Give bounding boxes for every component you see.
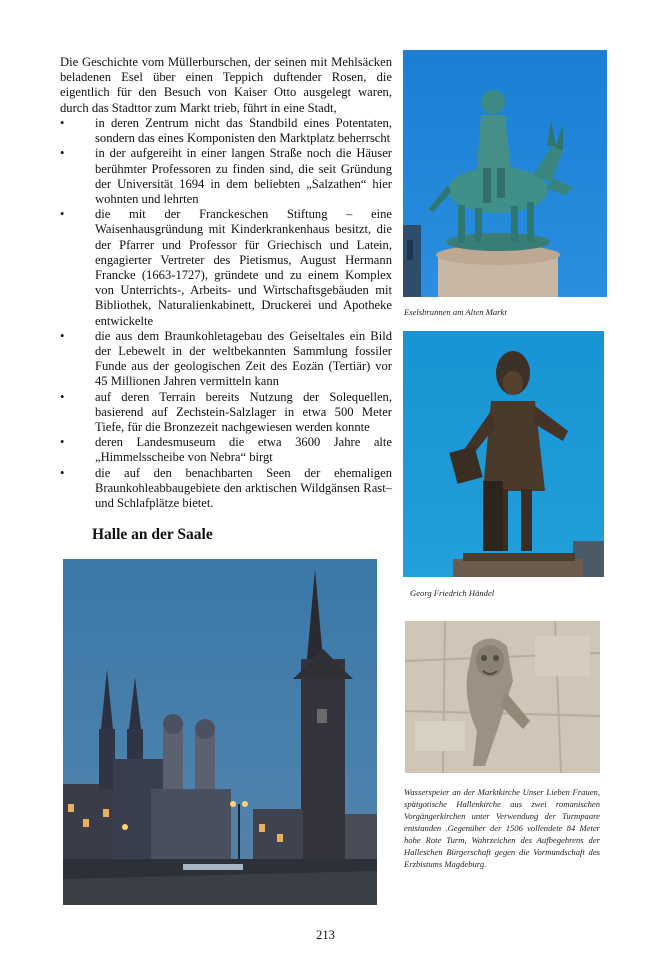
bullet-marker: • bbox=[60, 389, 65, 404]
list-item bbox=[60, 390, 392, 436]
bullet-marker: • bbox=[60, 207, 65, 222]
gargoyle-caption: Wasserspeier an der Marktkirche Unser Lieben Frauen, spätgotische Hallenkirche aus zwei romanischen Vorgängerkirchen unter Verwendung der Turmpaare entstanden .Gegenüber der 1506 vollendete 84 Meter hohe Rote Turm, Wahrzeichen des Aufbegehrens der Halleschen Bürgerschaft gegen die Vormundschaft des Erzbistums Magdeburg. bbox=[404, 787, 600, 869]
gargoyle-photo bbox=[405, 621, 600, 773]
section-heading: Halle an der Saale bbox=[92, 526, 213, 543]
list-item-text: die auf den benachbarten Seen der ehemaligen Braunkohleabbaugebiete den arktischen Wildgänsen Rast– und Schlafplätze bietet. bbox=[95, 465, 392, 511]
list-item-text: die mit der Franckeschen Stiftung – eine Waisenhausgründung mit Kinderkrankenhaus besitzt, die der Pfarrer und Professor für Griechisch und Latein, engagierter Vertreter des Pietismus, August Hermann Francke (1663-1727), gründete und zu einem Komplex von Unterrichts-, Arbeits- und Wirtschaftsgebäuden mit Bibliothek, Naturalienkabinett, Druckerei und Apotheke entwickelte bbox=[95, 207, 392, 328]
intro-paragraph: Die Geschichte vom Müllerburschen, der seinen mit Mehlsäcken beladenen Esel über einen Teppich duftender Rosen, die eigentlich für den Besuch von Kaiser Otto ausgelegt waren, durch das Stadttor zum Markt trieb, führt in eine Stadt, bbox=[60, 55, 392, 115]
list-item bbox=[60, 146, 392, 207]
list-item-text: auf deren Terrain bereits Nutzung der Solequellen, basierend auf Zechstein-Salzlager in etwa 500 Meter Tiefe, für die Bronzezeit nachgewiesen werden konnte bbox=[95, 389, 392, 435]
list-item bbox=[60, 116, 392, 146]
bullet-marker: • bbox=[60, 146, 65, 161]
list-item-text: die aus dem Braunkohletagebau des Geiseltales ein Bild der Lebewelt in der weltbekannten Sammlung fossiler Funde aus der geologischen Zeit des Eozän (Tertiär) vor 45 Millionen Jahren vermitteln kann bbox=[95, 328, 392, 389]
page-number: 213 bbox=[316, 928, 335, 942]
bullet-marker: • bbox=[60, 116, 65, 130]
list-item-text: in deren Zentrum nicht das Standbild eines Potentaten, sondern das eines Komponisten den Marktplatz beherrscht bbox=[95, 116, 392, 146]
list-item-text: in der aufgereiht in einer langen Straße noch die Häuser berühmter Professoren zu finden sind, die seit Gründung der Universität 1694 in dem beliebten „Salzathen“ hier wohnten und lehrten bbox=[95, 146, 392, 207]
list-item-text: deren Landesmuseum die etwa 3600 Jahre alte „Himmelsscheibe von Nebra“ birgt bbox=[95, 435, 392, 465]
donkey-fountain-photo bbox=[403, 50, 607, 297]
list-item bbox=[60, 466, 392, 512]
list-item bbox=[60, 329, 392, 390]
list-item bbox=[60, 207, 392, 329]
bullet-list bbox=[60, 116, 392, 511]
handel-statue-caption: Georg Friedrich Händel bbox=[410, 588, 495, 598]
bullet-marker: • bbox=[60, 435, 65, 450]
bullet-marker: • bbox=[60, 465, 65, 480]
handel-statue-photo bbox=[403, 331, 604, 577]
bullet-marker: • bbox=[60, 328, 65, 343]
halle-market-photo bbox=[63, 559, 377, 905]
donkey-fountain-caption: Eselsbrunnen am Alten Markt bbox=[404, 307, 507, 317]
list-item bbox=[60, 435, 392, 465]
